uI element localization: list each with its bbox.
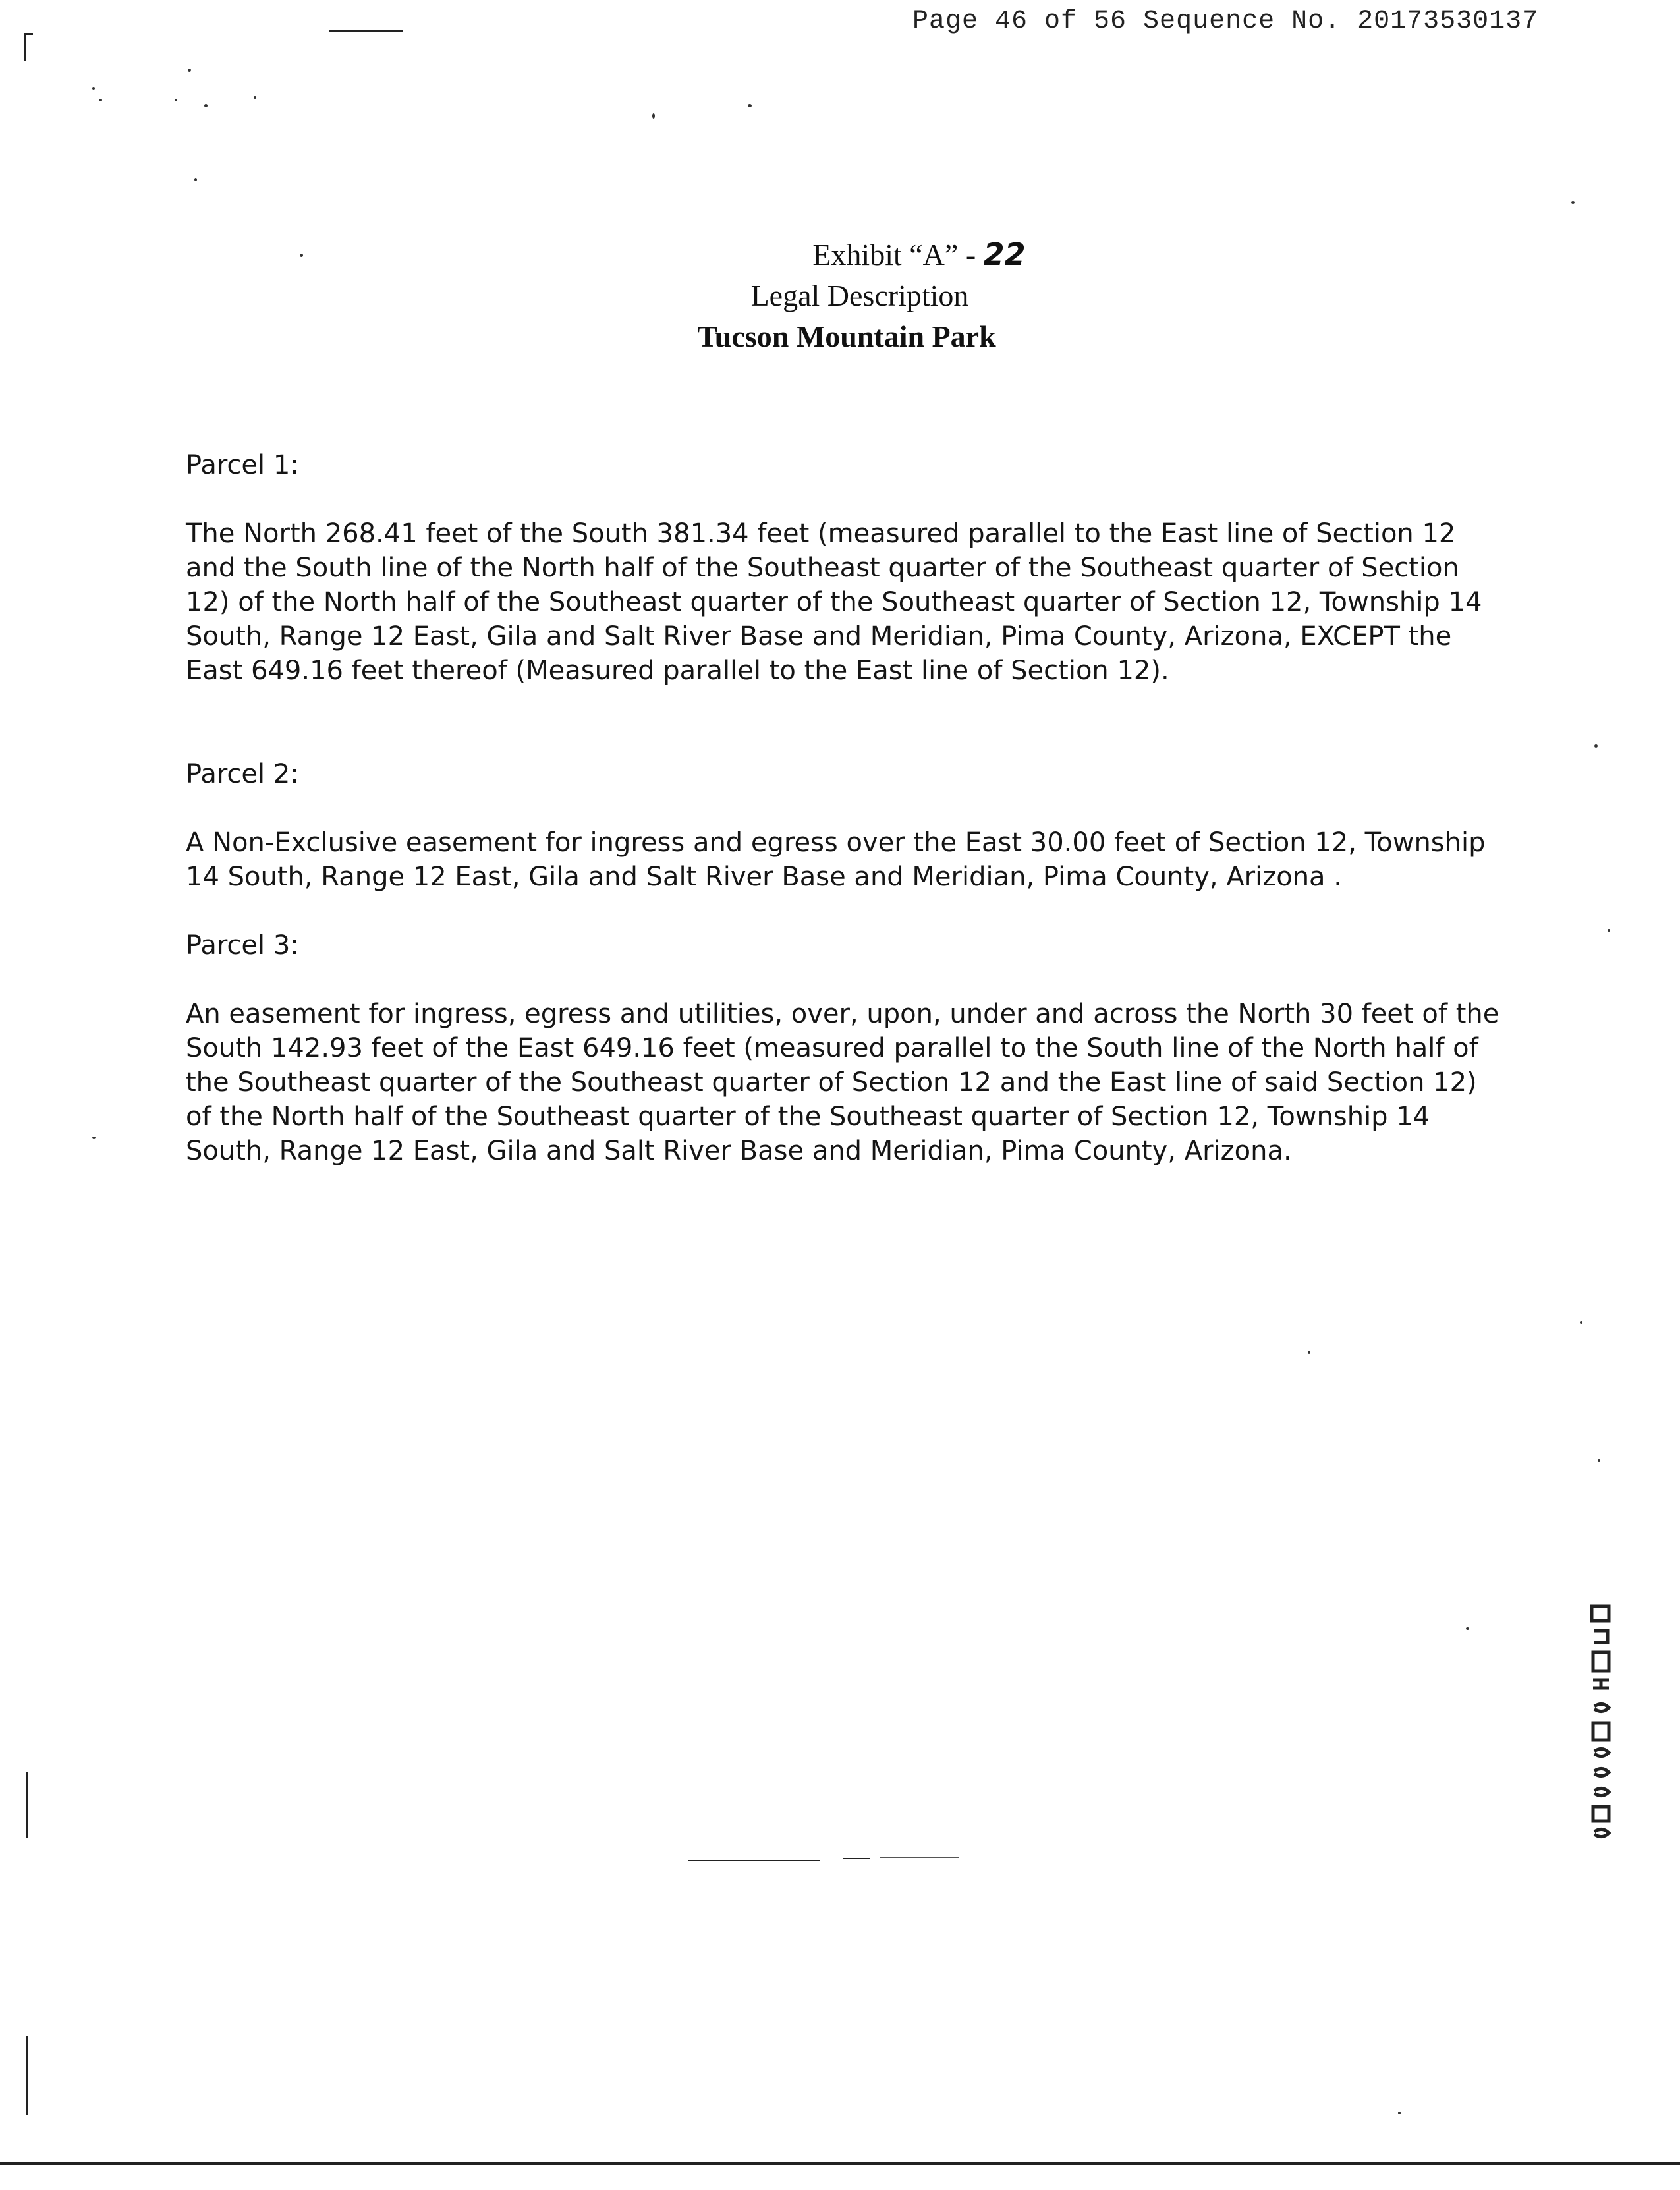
scan-speck <box>1571 201 1575 204</box>
scan-speck <box>1466 1627 1469 1630</box>
scan-speck <box>175 99 177 101</box>
park-name-title: Tucson Mountain Park <box>697 320 996 353</box>
scan-speck <box>1608 929 1610 932</box>
parcel-2-section <box>186 757 1503 894</box>
exhibit-label: Exhibit “A” - <box>812 238 976 271</box>
scan-bottom-edge-line <box>0 2162 1680 2165</box>
parcel-1-text: The North 268.41 feet of the South 381.34 feet (measured parallel to the East line of Section 12 and the South line of the North half of the Southeast quarter of the Southeast quarter of Section 12) of the North half of the Southeast quarter of the Southeast quarter of Section 12, Township 14 South, Range 12 East, Gila and Salt River Base and Meridian, Pima County, Arizona, EXCEPT the East 649.16 feet thereof (Measured parallel to the East line of Section 12). <box>186 519 1482 686</box>
scan-speck <box>1594 744 1598 748</box>
scan-speck <box>1598 1459 1600 1462</box>
scan-speck <box>254 96 256 99</box>
parcel-3-section <box>186 928 1503 1168</box>
legal-description-title: Legal Description <box>750 279 969 312</box>
parcel-3-text: An easement for ingress, egress and utilities, over, upon, under and across the North 30 feet of the South 142.93 feet of the East 649.16 feet (measured parallel to the South line of the North half of the Southeast quarter of the Southeast quarter of Section 12 and the East line of said Section 12) of the North half of the Southeast quarter of the Southeast quarter of Section 12, Township 14 South, Range 12 East, Gila and Salt River Base and Meridian, Pima County, Arizona. <box>186 999 1499 1166</box>
scan-speck <box>194 178 197 181</box>
parcel-3-heading: Parcel 3: <box>186 930 299 961</box>
scan-mark-left-corner <box>24 33 26 61</box>
scan-mark-top-left-rule <box>329 30 403 32</box>
vertical-recording-stamp-image <box>1580 1601 1619 1865</box>
scan-mark-left-corner-bottom <box>26 2036 28 2115</box>
scan-speck <box>204 104 208 107</box>
scan-mark-mid-rule-a <box>688 1860 820 1861</box>
scan-mark-mid-rule-b <box>843 1858 870 1859</box>
scan-mark-mid-rule-c <box>880 1857 959 1858</box>
scan-speck <box>748 104 752 107</box>
exhibit-title <box>79 234 1680 275</box>
scan-speck <box>1580 1321 1582 1324</box>
scan-speck <box>188 69 191 72</box>
scan-speck <box>1308 1351 1310 1354</box>
handwritten-exhibit-number: 22 <box>983 237 1026 272</box>
parcel-2-heading: Parcel 2: <box>186 759 299 789</box>
scan-speck <box>1398 2112 1401 2114</box>
parcel-2-text: A Non-Exclusive easement for ingress and egress over the East 30.00 feet of Section 12, Township 14 South, Range 12 East, Gila and Salt River Base and Meridian, Pima County, Arizona . <box>186 828 1486 892</box>
scan-speck <box>92 87 95 90</box>
page-sequence-header: Page 46 of 56 Sequence No. 20173530137 <box>912 7 1539 36</box>
document-title-block <box>0 234 1680 357</box>
scan-speck <box>652 113 655 119</box>
parcel-1-section <box>186 448 1503 688</box>
scan-mark-left-margin-line <box>26 1772 28 1838</box>
parcel-1-heading: Parcel 1: <box>186 450 299 480</box>
scan-speck <box>92 1137 96 1139</box>
legal-description-body <box>186 448 1503 1168</box>
scan-mark-left-corner-top <box>24 33 33 35</box>
scan-speck <box>99 99 102 101</box>
